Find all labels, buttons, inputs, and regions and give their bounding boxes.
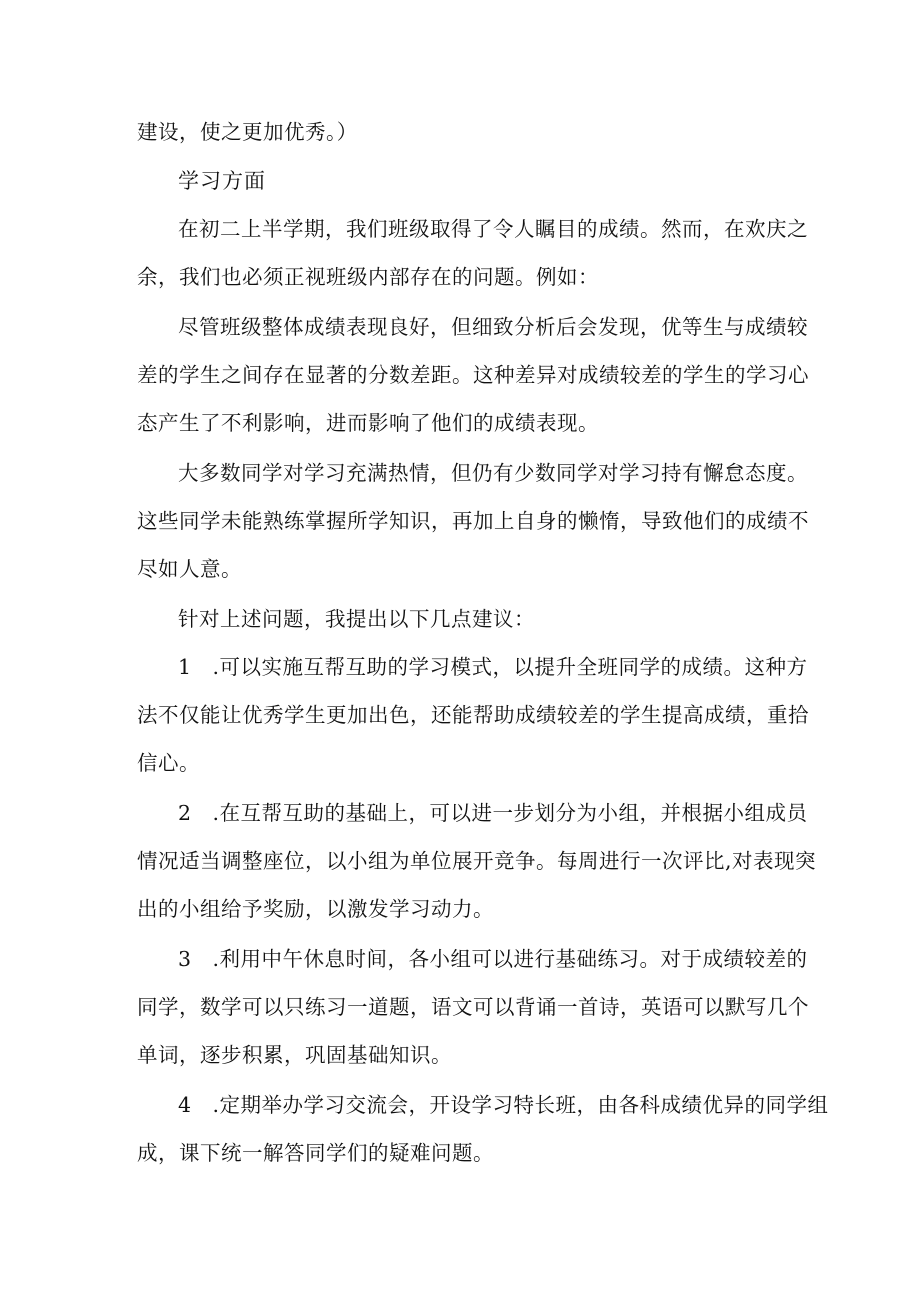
text-line-continuation: 建设，使之更加优秀。） (137, 120, 358, 144)
suggestion-2-line-2: 情况适当调整座位，以小组为单位展开竞争。每周进行一次评比,对表现突 (137, 849, 817, 873)
paragraph-2-line-1: 尽管班级整体成绩表现良好，但细致分析后会发现，优等生与成绩较 (178, 315, 808, 339)
suggestion-1-line-3: 信心。 (137, 751, 200, 775)
suggestion-4-line-2: 成，课下统一解答同学们的疑难问题。 (137, 1141, 494, 1165)
paragraph-1-line-2: 余，我们也必须正视班级内部存在的问题。例如： (137, 265, 599, 289)
suggestion-1-line-1: 1 .可以实施互帮互助的学习模式，以提升全班同学的成绩。这种方 (178, 655, 808, 679)
paragraph-3-line-3: 尽如人意。 (137, 557, 242, 581)
suggestion-3-line-3: 单词，逐步积累，巩固基础知识。 (137, 1043, 452, 1067)
paragraph-4-line-1: 针对上述问题，我提出以下几点建议： (178, 607, 535, 631)
suggestion-4-line-1: 4 .定期举办学习交流会，开设学习特长班，由各科成绩优异的同学组 (178, 1093, 829, 1117)
section-heading: 学习方面 (178, 169, 266, 193)
paragraph-2-line-2: 差的学生之间存在显著的分数差距。这种差异对成绩较差的学生的学习心 (137, 363, 809, 387)
paragraph-3-line-2: 这些同学未能熟练掌握所学知识，再加上自身的懒惰，导致他们的成绩不 (137, 509, 809, 533)
paragraph-1-line-1: 在初二上半学期，我们班级取得了令人瞩目的成绩。然而，在欢庆之 (178, 217, 808, 241)
suggestion-3-line-2: 同学，数学可以只练习一道题，语文可以背诵一首诗，英语可以默写几个 (137, 995, 809, 1019)
paragraph-2-line-3: 态产生了不利影响，进而影响了他们的成绩表现。 (137, 411, 599, 435)
suggestion-2-line-1: 2 .在互帮互助的基础上，可以进一步划分为小组，并根据小组成员 (178, 801, 808, 825)
paragraph-3-line-1: 大多数同学对学习充满热情，但仍有少数同学对学习持有懈怠态度。 (178, 461, 808, 485)
suggestion-1-line-2: 法不仅能让优秀学生更加出色，还能帮助成绩较差的学生提高成绩，重拾 (137, 703, 809, 727)
suggestion-3-line-1: 3 .利用中午休息时间，各小组可以进行基础练习。对于成绩较差的 (178, 947, 808, 971)
suggestion-2-line-3: 出的小组给予奖励，以激发学习动力。 (137, 897, 494, 921)
